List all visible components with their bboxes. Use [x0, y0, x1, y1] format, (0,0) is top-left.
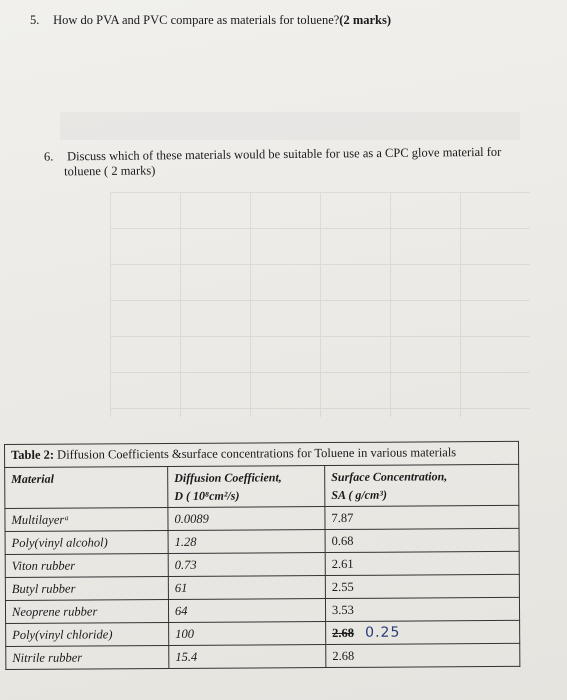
header-surface-line1: Surface Concentration, — [331, 469, 448, 485]
question-5 — [30, 13, 391, 28]
diffusion-cell: 61 — [168, 576, 325, 600]
table-row — [6, 643, 520, 669]
question-6 — [44, 144, 534, 179]
question-5-number: 5. — [30, 13, 40, 27]
question-6-line2: toluene ( 2 marks) — [64, 163, 156, 179]
header-diffusion — [168, 466, 325, 508]
header-surface — [325, 464, 519, 506]
diffusion-cell: 0.73 — [168, 553, 325, 577]
surface-cell: 7.87 — [325, 505, 519, 529]
table-row — [5, 528, 519, 554]
diffusion-cell: 64 — [168, 599, 325, 623]
table-row — [5, 574, 519, 600]
table-header-row — [5, 464, 519, 508]
diffusion-cell: 1.28 — [168, 530, 325, 554]
material-cell: Viton rubber — [5, 553, 168, 577]
table-row — [5, 505, 519, 531]
bleed-through-text — [60, 112, 520, 140]
material-cell: Neoprene rubber — [5, 599, 168, 623]
surface-cell: 0.68 — [325, 528, 519, 552]
table-caption-label: Table 2: — [11, 447, 55, 462]
diffusion-cell: 15.4 — [169, 645, 326, 669]
header-surface-line2: SA ( g/cm³) — [331, 487, 387, 503]
diffusion-cell: 100 — [169, 622, 326, 646]
surface-cell: 2.68 — [326, 643, 520, 667]
surface-cell — [326, 620, 520, 644]
struck-value: 2.68 — [332, 625, 355, 640]
bleed-through-grid — [110, 192, 530, 417]
diffusion-cell: 0.0089 — [168, 507, 325, 531]
handwritten-correction: 0.25 — [365, 624, 401, 641]
table-caption — [5, 441, 519, 467]
material-cell: Poly(vinyl alcohol) — [5, 530, 168, 554]
question-6-number: 6. — [43, 149, 54, 164]
diffusion-table-container — [4, 441, 520, 670]
diffusion-table — [4, 441, 520, 670]
surface-cell: 2.55 — [325, 574, 519, 598]
header-diffusion-line1: Diffusion Coefficient, — [174, 470, 282, 485]
question-5-text: How do PVA and PVC compare as materials for toluene? — [53, 13, 340, 27]
header-material-label: Material — [11, 471, 54, 486]
material-cell: Poly(vinyl chloride) — [6, 622, 169, 646]
surface-cell: 2.61 — [325, 551, 519, 575]
table-caption-text: Diffusion Coefficients &surface concentrations for Toluene in various materials — [57, 445, 457, 462]
table-row — [5, 551, 519, 577]
question-5-marks: (2 marks) — [339, 13, 392, 27]
question-6-line1: Discuss which of these materials would be suitable for use as a CPC glove material for — [66, 144, 502, 164]
header-diffusion-line2: D ( 10⁸cm²/s) — [174, 488, 240, 503]
material-cell: Butyl rubber — [5, 576, 168, 600]
table-caption-row — [5, 441, 519, 467]
material-cell: Multilayerᵃ — [5, 508, 168, 532]
surface-cell: 3.53 — [325, 597, 519, 621]
table-row — [6, 620, 520, 646]
table-row — [5, 597, 519, 623]
material-cell: Nitrile rubber — [6, 645, 169, 669]
header-material — [5, 467, 168, 509]
